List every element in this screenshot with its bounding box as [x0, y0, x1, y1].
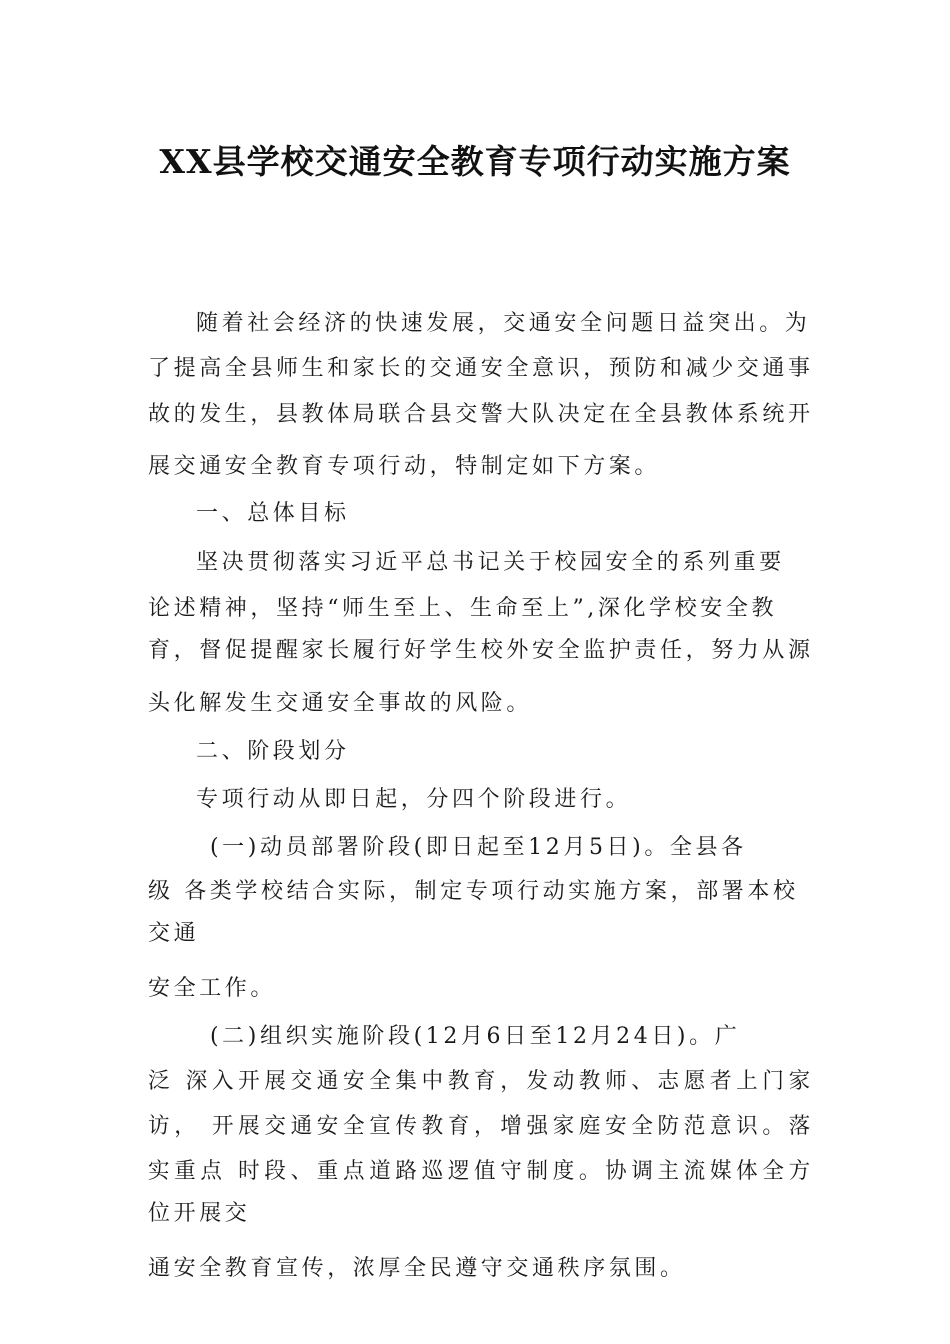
paragraph-line: 级 各类学校结合实际，制定专项行动实施方案，部署本校 [148, 879, 799, 904]
paragraph-line: 故的发生，县教体局联合县交警大队决定在全县教体系统开 [148, 402, 814, 427]
paragraph-line: 论述精神，坚持“师生至上、生命至上”,深化学校安全教 [148, 596, 778, 621]
paragraph-line: (一)动员部署阶段(即日起至12月5日)。全县各 [210, 835, 747, 860]
paragraph-line: 通安全教育宣传，浓厚全民遵守交通秩序氛围。 [148, 1256, 686, 1281]
paragraph-line: 交通 [148, 921, 200, 946]
section-heading: 二、阶段划分 [196, 739, 350, 764]
paragraph-line: 实重点 时段、重点道路巡逻值守制度。协调主流媒体全方 [148, 1159, 815, 1184]
paragraph-line: 了提高全县师生和家长的交通安全意识，预防和减少交通事 [148, 356, 814, 381]
paragraph-line: 育，督促提醒家长履行好学生校外安全监护责任，努力从源 [148, 638, 814, 663]
paragraph-line: 展交通安全教育专项行动，特制定如下方案。 [148, 454, 661, 479]
paragraph-line: 坚决贯彻落实习近平总书记关于校园安全的系列重要 [196, 550, 785, 575]
paragraph-line: 位开展交 [148, 1201, 251, 1226]
paragraph-line: 泛 深入开展交通安全集中教育，发动教师、志愿者上门家 [148, 1069, 815, 1094]
paragraph-line: 访， 开展交通安全宣传教育，增强家庭安全防范意识。落 [148, 1114, 815, 1139]
paragraph-line: 安全工作。 [148, 976, 277, 1001]
document-title: XX县学校交通安全教育专项行动实施方案 [159, 142, 791, 181]
section-heading: 一、总体目标 [196, 501, 350, 526]
paragraph-line: 头化解发生交通安全事故的风险。 [148, 691, 533, 716]
paragraph-line: (二)组织实施阶段(12月6日至12月24日)。广 [210, 1024, 741, 1049]
paragraph-line: 随着社会经济的快速发展，交通安全问题日益突出。为 [196, 311, 811, 336]
paragraph-line: 专项行动从即日起，分四个阶段进行。 [196, 787, 632, 812]
